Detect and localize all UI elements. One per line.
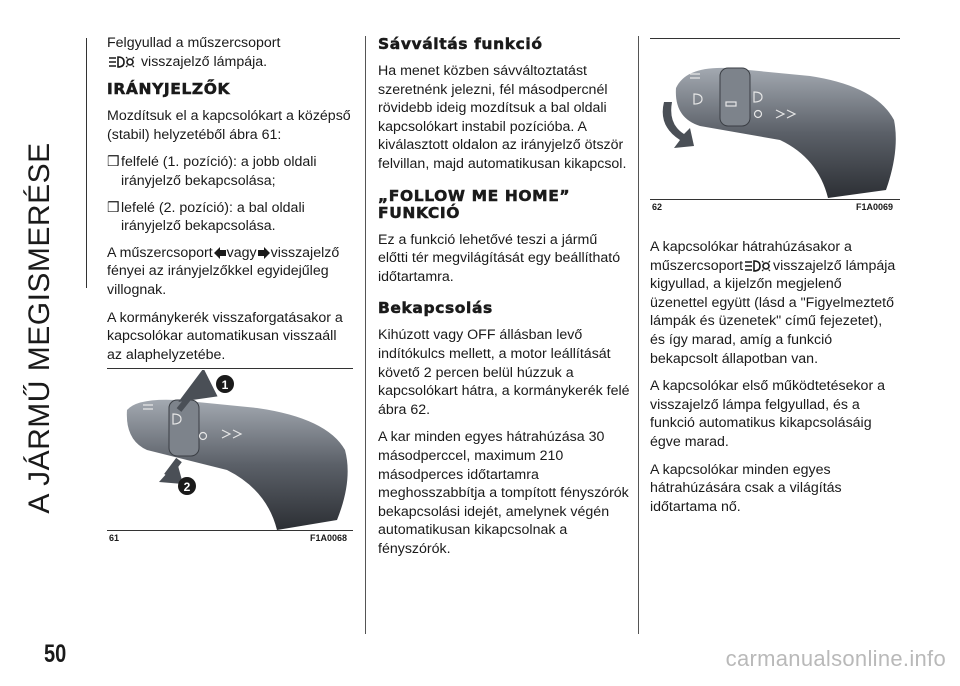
paragraph-first-operation: A kapcsolókar első működtetésekor a visszajelző lámpa felgyullad, és a funkció automatikus kikapcsolásáig égve marad. (650, 378, 886, 450)
lever-body (127, 400, 348, 530)
left-arrow-icon (213, 246, 227, 260)
paragraph-switch-on-2: A kar minden egyes hátrahúzása 30 másodperccel, maximum 210 másodperces időtartamra meghosszabbítja a tompított fényszórók bekapcsolási idejét, amelynek végén automatikusan kikapcsolnak a fényszórók. (378, 429, 629, 557)
heading-follow-me-home: „FOLLOW ME HOME” FUNKCIÓ (378, 186, 571, 222)
pull-text-a: A kapcsolókar hátrahúzásakor a műszercsoport (650, 239, 852, 274)
low-beam-tell-tale-icon (743, 259, 773, 273)
callout-2-label: 2 (183, 480, 191, 494)
side-rule (86, 38, 87, 288)
paragraph-move-lever: Mozdítsuk el a kapcsolókart a középső (stabil) helyzetéből ábra 61: (107, 108, 351, 143)
column-1 (107, 34, 355, 373)
figure-61-code: F1A0068 (310, 533, 348, 543)
bullet-up-text: felfelé (1. pozíció): a jobb oldali irányjelző bekapcsolása; (121, 154, 317, 189)
page-number: 50 (44, 640, 67, 668)
heading-lane-change: Sávváltás funkció (378, 35, 543, 53)
right-arrow-icon (257, 246, 271, 260)
paragraph-lane-change: Ha menet közben sávváltoztatást szeretnénk jelezni, fél másodpercnél rövidebb ideig mozdítsuk a bal oldali kapcsolókart instabil pozícióba. A kiválasztott oldalon az irányjelző ötször felvillan, majd automatikusan kikapcsol. (378, 63, 627, 172)
heading-switch-on: Bekapcsolás (378, 299, 493, 318)
figure-61-bottom-rule (107, 530, 353, 531)
figure-61-lever-illustration (107, 370, 353, 530)
bullet-up (107, 153, 355, 190)
intro-paragraph (107, 34, 355, 71)
lever-ring (720, 68, 750, 126)
column-3 (650, 238, 900, 525)
paragraph-switch-on-1: Kihúzott vagy OFF állásban levő indítókulcs mellett, a motor leállítását követő 2 percen belül húzzuk a kapcsolókart hátra, a kormánykerék felé ábra 62. (378, 327, 630, 418)
bullet-mark: ❒ (107, 154, 120, 171)
callout-1-label: 1 (221, 378, 229, 392)
lever-body (676, 68, 896, 198)
figure-61-number: 61 (109, 533, 120, 543)
bullet-mark: ❒ (107, 199, 120, 216)
figure-62-number: 62 (652, 202, 663, 212)
figure-62-bottom-rule (650, 199, 900, 200)
column-2 (378, 34, 630, 567)
chapter-title-text: A JÁRMŰ MEGISMERÉSE (23, 142, 56, 514)
paragraph-return: A kormánykerék visszaforgatásakor a kapcsolókar automatikusan visszaáll az alaphelyzetébe. (107, 309, 343, 363)
heading-indicators: IRÁNYJELZŐK (107, 80, 231, 99)
paragraph-pull-back (650, 238, 900, 368)
figure-61-top-rule (107, 368, 353, 369)
bullet-down-text: lefelé (2. pozíció): a bal oldali irányjelző bekapcsolása. (121, 199, 305, 235)
pull-text-b: visszajelző lámpája kigyullad, a kijelzőn megjelenő üzenettel együtt (lásd a "Figyelmeztető lámpák és üzenetek" című fejezetet), és így marad, amíg a funkció bekapcsolt állapotban van. (650, 257, 896, 367)
intro-line-2: visszajelző lámpája. (140, 53, 268, 70)
low-beam-tell-tale-icon (107, 55, 137, 69)
chapter-side-title (18, 28, 62, 628)
paragraph-follow-me-home: Ez a funkció lehetővé teszi a jármű előtti tér megvilágítását egy beállítható időtartamra. (378, 231, 621, 285)
column-divider-2 (638, 36, 639, 634)
figure-62-lever-illustration (650, 40, 900, 198)
intro-line-1: Felgyullad a műszercsoport (107, 35, 281, 51)
paragraph-each-pull: A kapcsolókar minden egyes hátrahúzására csak a világítás időtartama nő. (650, 461, 842, 515)
lamps-text-or: vagy (226, 244, 257, 261)
column-divider-1 (365, 36, 366, 634)
lamps-text-b: visszajelző fényei az irányjelzőkkel egyidejűleg villognak. (107, 244, 340, 298)
paragraph-indicator-lamps (107, 244, 355, 300)
lamps-text-a: A műszercsoport (107, 244, 213, 261)
figure-62-top-rule (650, 38, 900, 39)
bullet-down (107, 199, 355, 236)
figure-62-code: F1A0069 (856, 202, 894, 212)
watermark: carmanualsonline.info (725, 646, 946, 671)
